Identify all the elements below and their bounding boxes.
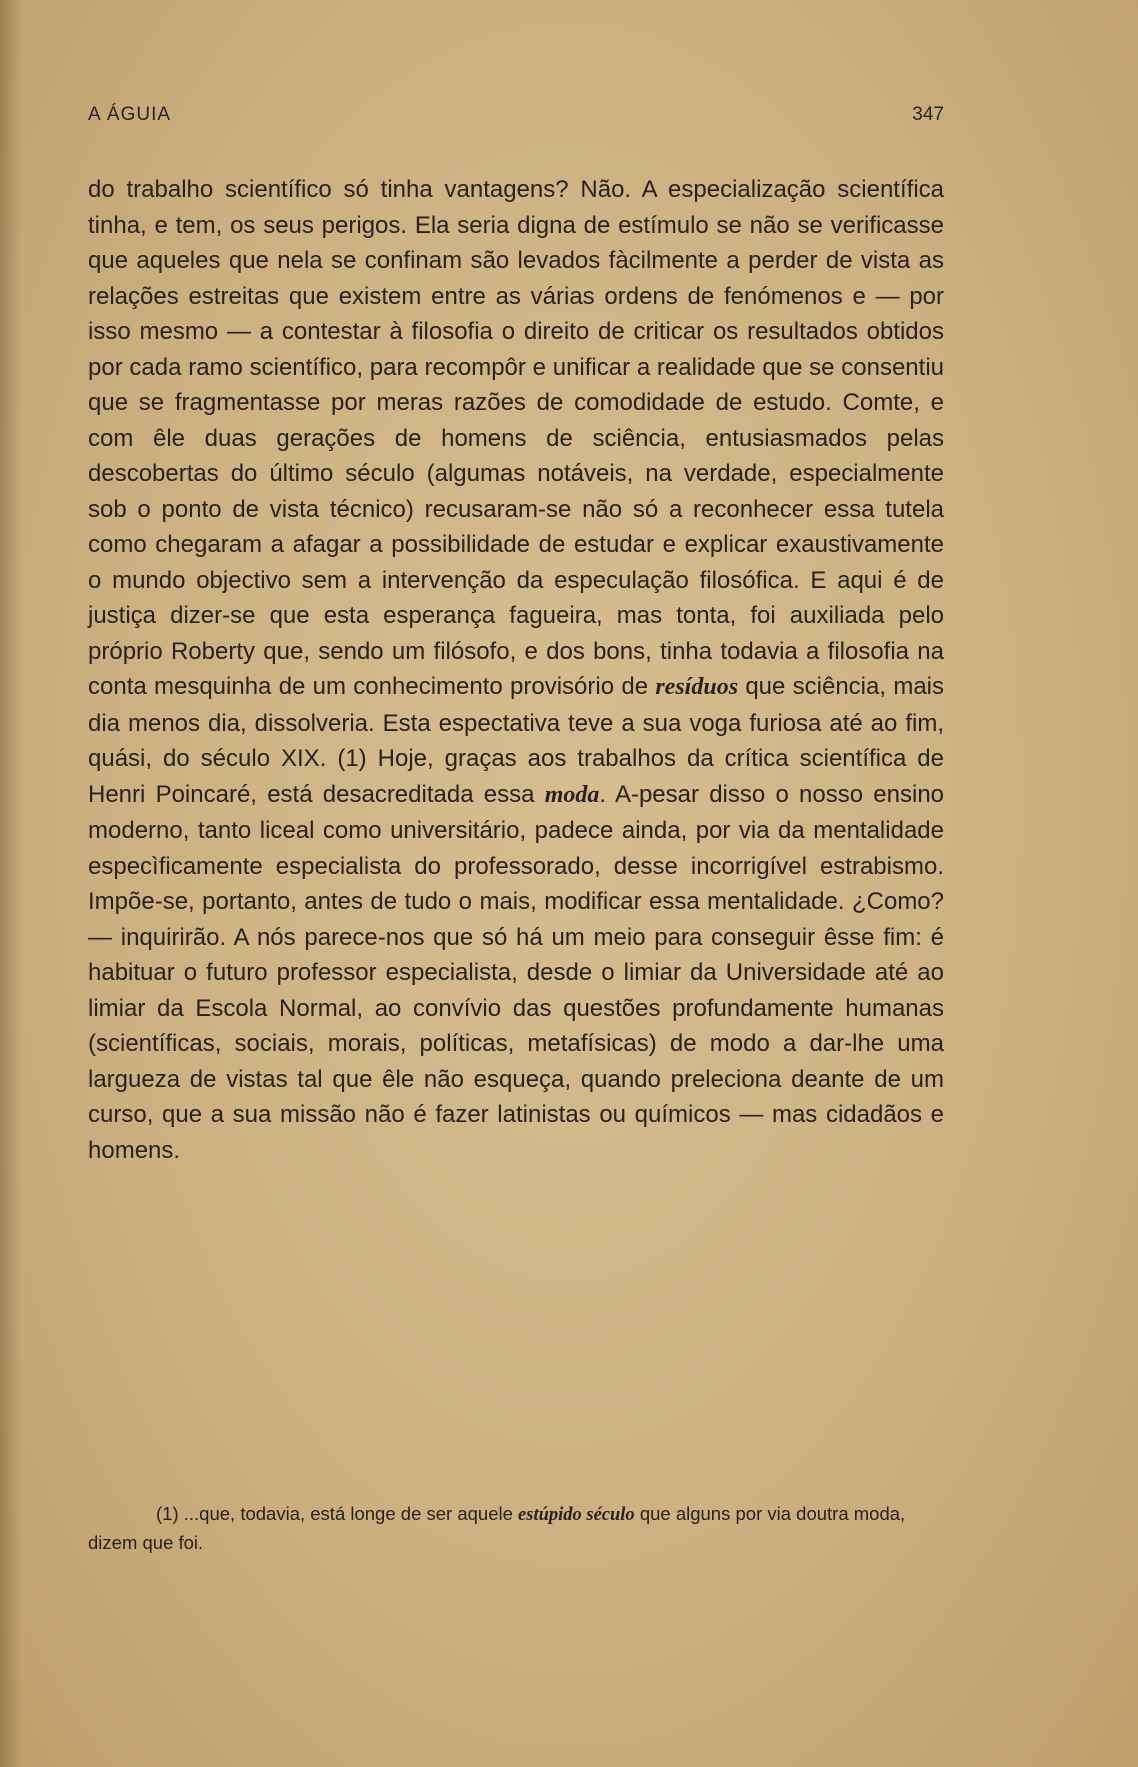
footnote-reference: (1) bbox=[337, 745, 367, 772]
body-text-part-2: que sciência, mais dia menos dia, dissolveria. Esta espectativa teve a sua voga furiosa até ao fim, quási, do século XIX. bbox=[88, 673, 944, 772]
footnote-paragraph bbox=[88, 1500, 944, 1557]
emphasis-moda: moda bbox=[544, 781, 600, 808]
footnote-text-part-2: que alguns por via doutra moda, dizem que foi. bbox=[88, 1503, 906, 1553]
body-text-part-4: . A-pesar disso o nosso ensino moderno, tanto liceal como universitário, padece ainda, por via da mentalidade especìficamente especialista do professorado, desse incorrigível estrabismo. Impõe-se, portanto, antes de tudo o mais, modificar essa mentalidade. ¿Como? — inquirirão. A nós parece-nos que só há um meio para conseguir êsse fim: é habituar o futuro professor especialista, desde o limiar da Universidade até ao limiar da Escola Normal, ao convívio das questões profundamente humanas (scientíficas, sociais, morais, políticas, metafísicas) de modo a dar-lhe uma largueza de vistas tal que êle não esqueça, quando preleciona deante de um curso, que a sua missão não é fazer latinistas ou químicos — mas cidadãos e homens. bbox=[88, 780, 945, 1164]
footnote-text-part-1: ...que, todavia, está longe de ser aquele bbox=[183, 1503, 513, 1524]
footnote-emphasis: estúpido século bbox=[518, 1505, 635, 1525]
body-text bbox=[88, 172, 944, 1168]
footnote bbox=[88, 1500, 944, 1557]
body-paragraph bbox=[88, 172, 944, 1168]
body-text-part-1: do trabalho scientífico só tinha vantagens? Não. A especialização scientífica tinha, e tem, os seus perigos. Ela seria digna de estímulo se não se verificasse que aqueles que nela se confinam são levados fàcilmente a perder de vista as relações estreitas que existem entre as várias ordens de fenómenos e — por isso mesmo — a contestar à filosofia o direito de criticar os resultados obtidos por cada ramo scientífico, para recompôr e unificar a realidade que se consentiu que se fragmentasse por meras razões de comodidade de estudo. Comte, e com êle duas gerações de homens de sciência, entusiasmados pelas descobertas do último século (algumas notáveis, na verdade, especialmente sob o ponto de vista técnico) recusaram-se não só a reconhecer essa tutela como chegaram a afagar a possibilidade de estudar e explicar exaustivamente o mundo objectivo sem a intervenção da especulação filosófica. E aqui é de justiça dizer-se que esta esperança fagueira, mas tonta, foi auxiliada pelo próprio Roberty que, sendo um filósofo, e dos bons, tinha todavia a filosofia na conta mesquinha de um conhecimento provisório de bbox=[88, 176, 944, 700]
emphasis-residuos: resíduos bbox=[655, 674, 739, 700]
journal-title: A ÁGUIA bbox=[88, 104, 172, 125]
footnote-marker: (1) bbox=[156, 1503, 179, 1524]
running-header bbox=[88, 104, 944, 134]
page-number: 347 bbox=[912, 104, 944, 125]
body-text-part-3: Hoje, graças aos trabalhos da crítica scientífica de Henri Poincaré, está desacreditada essa bbox=[88, 745, 944, 808]
